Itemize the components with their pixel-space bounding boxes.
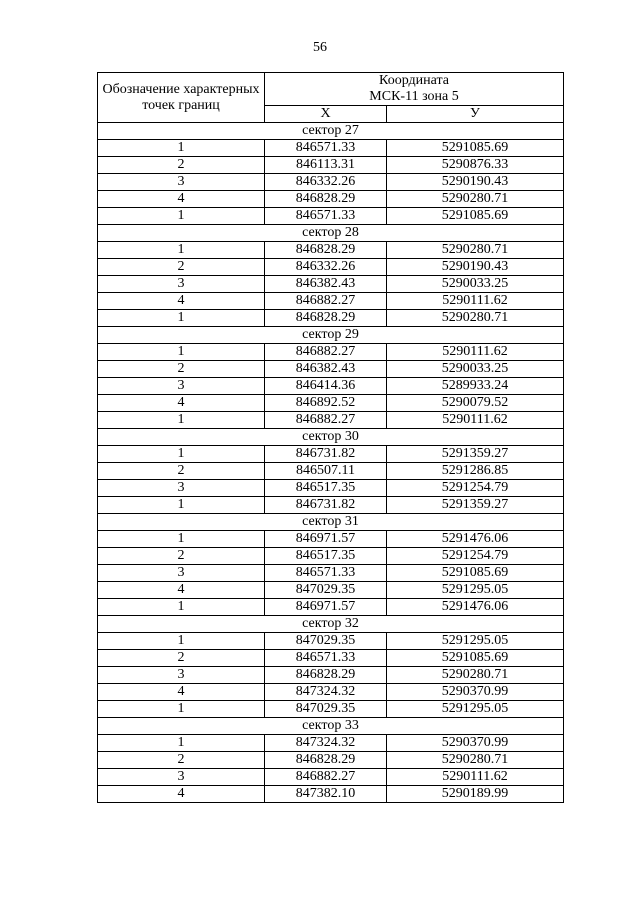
- table-row: [98, 548, 564, 565]
- sector-row: [98, 429, 564, 446]
- y-coordinate-cell: 5291085.69: [387, 140, 564, 157]
- table-row: [98, 395, 564, 412]
- table-row: [98, 412, 564, 429]
- y-coordinate-cell: 5291476.06: [387, 599, 564, 616]
- x-coordinate-cell: 846571.33: [265, 140, 387, 157]
- table-row: [98, 633, 564, 650]
- table-row: [98, 650, 564, 667]
- point-number-cell: 2: [98, 650, 265, 667]
- y-coordinate-cell: 5290280.71: [387, 667, 564, 684]
- table-row: [98, 701, 564, 718]
- table-row: [98, 276, 564, 293]
- coordinate-title: Координата: [379, 73, 449, 88]
- table-row: [98, 293, 564, 310]
- table-row: [98, 446, 564, 463]
- table-row: [98, 310, 564, 327]
- y-coordinate-cell: 5290033.25: [387, 361, 564, 378]
- x-coordinate-cell: 846828.29: [265, 242, 387, 259]
- y-coordinate-cell: 5290079.52: [387, 395, 564, 412]
- point-number-cell: 3: [98, 174, 265, 191]
- x-coordinate-cell: 846828.29: [265, 310, 387, 327]
- point-number-cell: 3: [98, 378, 265, 395]
- table-row: [98, 786, 564, 803]
- point-number-cell: 1: [98, 599, 265, 616]
- point-number-cell: 4: [98, 684, 265, 701]
- x-coordinate-cell: 846332.26: [265, 174, 387, 191]
- table-row: [98, 497, 564, 514]
- point-number-cell: 4: [98, 582, 265, 599]
- point-number-cell: 1: [98, 497, 265, 514]
- point-number-cell: 2: [98, 259, 265, 276]
- x-coordinate-cell: 846971.57: [265, 599, 387, 616]
- y-coordinate-cell: 5291359.27: [387, 446, 564, 463]
- x-coordinate-cell: 847324.32: [265, 735, 387, 752]
- sector-title: сектор 33: [98, 718, 564, 735]
- table-row: [98, 344, 564, 361]
- point-number-cell: 2: [98, 361, 265, 378]
- sector-title: сектор 29: [98, 327, 564, 344]
- point-number-cell: 2: [98, 548, 265, 565]
- point-number-cell: 2: [98, 752, 265, 769]
- table-row: [98, 531, 564, 548]
- table-row: [98, 242, 564, 259]
- table-row: [98, 191, 564, 208]
- x-coordinate-cell: 846571.33: [265, 565, 387, 582]
- y-coordinate-cell: 5291295.05: [387, 701, 564, 718]
- y-coordinate-cell: 5291286.85: [387, 463, 564, 480]
- table-row: [98, 140, 564, 157]
- y-coordinate-cell: 5290280.71: [387, 242, 564, 259]
- header-row: [98, 73, 564, 106]
- y-coordinate-cell: 5291359.27: [387, 497, 564, 514]
- y-coordinate-cell: 5290280.71: [387, 191, 564, 208]
- y-coordinate-cell: 5291254.79: [387, 480, 564, 497]
- table-row: [98, 599, 564, 616]
- x-coordinate-cell: 846414.36: [265, 378, 387, 395]
- y-coordinate-cell: 5291295.05: [387, 582, 564, 599]
- x-coordinate-cell: 846882.27: [265, 769, 387, 786]
- point-number-cell: 1: [98, 242, 265, 259]
- point-number-cell: 4: [98, 786, 265, 803]
- x-coordinate-cell: 846517.35: [265, 548, 387, 565]
- y-coordinate-cell: 5290111.62: [387, 293, 564, 310]
- sector-title: сектор 32: [98, 616, 564, 633]
- page-number: 56: [313, 40, 327, 55]
- table-row: [98, 174, 564, 191]
- point-number-cell: 1: [98, 531, 265, 548]
- y-coordinate-cell: 5290111.62: [387, 344, 564, 361]
- x-coordinate-cell: 846828.29: [265, 667, 387, 684]
- table-row: [98, 378, 564, 395]
- point-number-cell: 1: [98, 208, 265, 225]
- x-coordinate-cell: 846507.11: [265, 463, 387, 480]
- y-coordinate-cell: 5291254.79: [387, 548, 564, 565]
- y-coordinate-cell: 5290370.99: [387, 684, 564, 701]
- x-coordinate-cell: 847324.32: [265, 684, 387, 701]
- y-coordinate-cell: 5290189.99: [387, 786, 564, 803]
- y-coordinate-cell: 5291476.06: [387, 531, 564, 548]
- y-coordinate-cell: 5291085.69: [387, 650, 564, 667]
- point-number-cell: 1: [98, 701, 265, 718]
- table-row: [98, 752, 564, 769]
- point-number-cell: 4: [98, 395, 265, 412]
- x-coordinate-cell: 846971.57: [265, 531, 387, 548]
- x-coordinate-cell: 846113.31: [265, 157, 387, 174]
- x-coordinate-cell: 847029.35: [265, 582, 387, 599]
- table-body: [98, 123, 564, 803]
- x-coordinate-cell: 846382.43: [265, 276, 387, 293]
- sector-title: сектор 31: [98, 514, 564, 531]
- table-row: [98, 735, 564, 752]
- y-coordinate-cell: 5290876.33: [387, 157, 564, 174]
- point-number-cell: 2: [98, 157, 265, 174]
- table-row: [98, 565, 564, 582]
- point-number-cell: 4: [98, 191, 265, 208]
- sector-row: [98, 123, 564, 140]
- y-coordinate-cell: 5290111.62: [387, 412, 564, 429]
- x-coordinate-cell: 847029.35: [265, 633, 387, 650]
- sector-title: сектор 28: [98, 225, 564, 242]
- x-coordinate-cell: 846828.29: [265, 752, 387, 769]
- x-coordinate-cell: 846731.82: [265, 497, 387, 514]
- y-coordinate-cell: 5290280.71: [387, 310, 564, 327]
- table-row: [98, 208, 564, 225]
- table-row: [98, 667, 564, 684]
- sector-row: [98, 616, 564, 633]
- x-coordinate-cell: 846571.33: [265, 650, 387, 667]
- table-row: [98, 684, 564, 701]
- point-number-cell: 1: [98, 412, 265, 429]
- y-coordinate-cell: 5291085.69: [387, 208, 564, 225]
- table-row: [98, 463, 564, 480]
- y-coordinate-cell: 5290190.43: [387, 259, 564, 276]
- y-coordinate-cell: 5290111.62: [387, 769, 564, 786]
- x-coordinate-cell: 846882.27: [265, 344, 387, 361]
- point-number-cell: 4: [98, 293, 265, 310]
- y-coordinate-cell: 5290370.99: [387, 735, 564, 752]
- point-number-cell: 3: [98, 565, 265, 582]
- point-number-cell: 3: [98, 276, 265, 293]
- point-number-cell: 1: [98, 446, 265, 463]
- x-header: X: [265, 106, 387, 123]
- x-coordinate-cell: 846882.27: [265, 293, 387, 310]
- point-number-cell: 1: [98, 633, 265, 650]
- y-header: У: [387, 106, 564, 123]
- table-row: [98, 259, 564, 276]
- point-number-cell: 3: [98, 480, 265, 497]
- sector-row: [98, 514, 564, 531]
- table-row: [98, 769, 564, 786]
- x-coordinate-cell: 846882.27: [265, 412, 387, 429]
- x-coordinate-cell: 847382.10: [265, 786, 387, 803]
- x-coordinate-cell: 846332.26: [265, 259, 387, 276]
- point-number-cell: 3: [98, 667, 265, 684]
- x-coordinate-cell: 846571.33: [265, 208, 387, 225]
- point-number-cell: 1: [98, 344, 265, 361]
- x-coordinate-cell: 846828.29: [265, 191, 387, 208]
- y-coordinate-cell: 5290190.43: [387, 174, 564, 191]
- point-number-cell: 1: [98, 735, 265, 752]
- y-coordinate-cell: 5289933.24: [387, 378, 564, 395]
- sector-title: сектор 30: [98, 429, 564, 446]
- sector-row: [98, 327, 564, 344]
- sector-row: [98, 225, 564, 242]
- table-row: [98, 582, 564, 599]
- point-number-cell: 3: [98, 769, 265, 786]
- x-coordinate-cell: 846517.35: [265, 480, 387, 497]
- point-number-cell: 2: [98, 463, 265, 480]
- coordinates-table: [97, 72, 564, 803]
- x-coordinate-cell: 846382.43: [265, 361, 387, 378]
- y-coordinate-cell: 5290033.25: [387, 276, 564, 293]
- x-coordinate-cell: 846731.82: [265, 446, 387, 463]
- point-label-header: Обозначение характерных точек границ: [98, 73, 265, 123]
- table-row: [98, 361, 564, 378]
- y-coordinate-cell: 5291085.69: [387, 565, 564, 582]
- sector-row: [98, 718, 564, 735]
- y-coordinate-cell: 5291295.05: [387, 633, 564, 650]
- coordinate-system: МСК-11 зона 5: [369, 89, 459, 104]
- point-number-cell: 1: [98, 140, 265, 157]
- table-row: [98, 480, 564, 497]
- point-number-cell: 1: [98, 310, 265, 327]
- x-coordinate-cell: 846892.52: [265, 395, 387, 412]
- y-coordinate-cell: 5290280.71: [387, 752, 564, 769]
- coordinate-header: [265, 73, 564, 106]
- sector-title: сектор 27: [98, 123, 564, 140]
- table-row: [98, 157, 564, 174]
- x-coordinate-cell: 847029.35: [265, 701, 387, 718]
